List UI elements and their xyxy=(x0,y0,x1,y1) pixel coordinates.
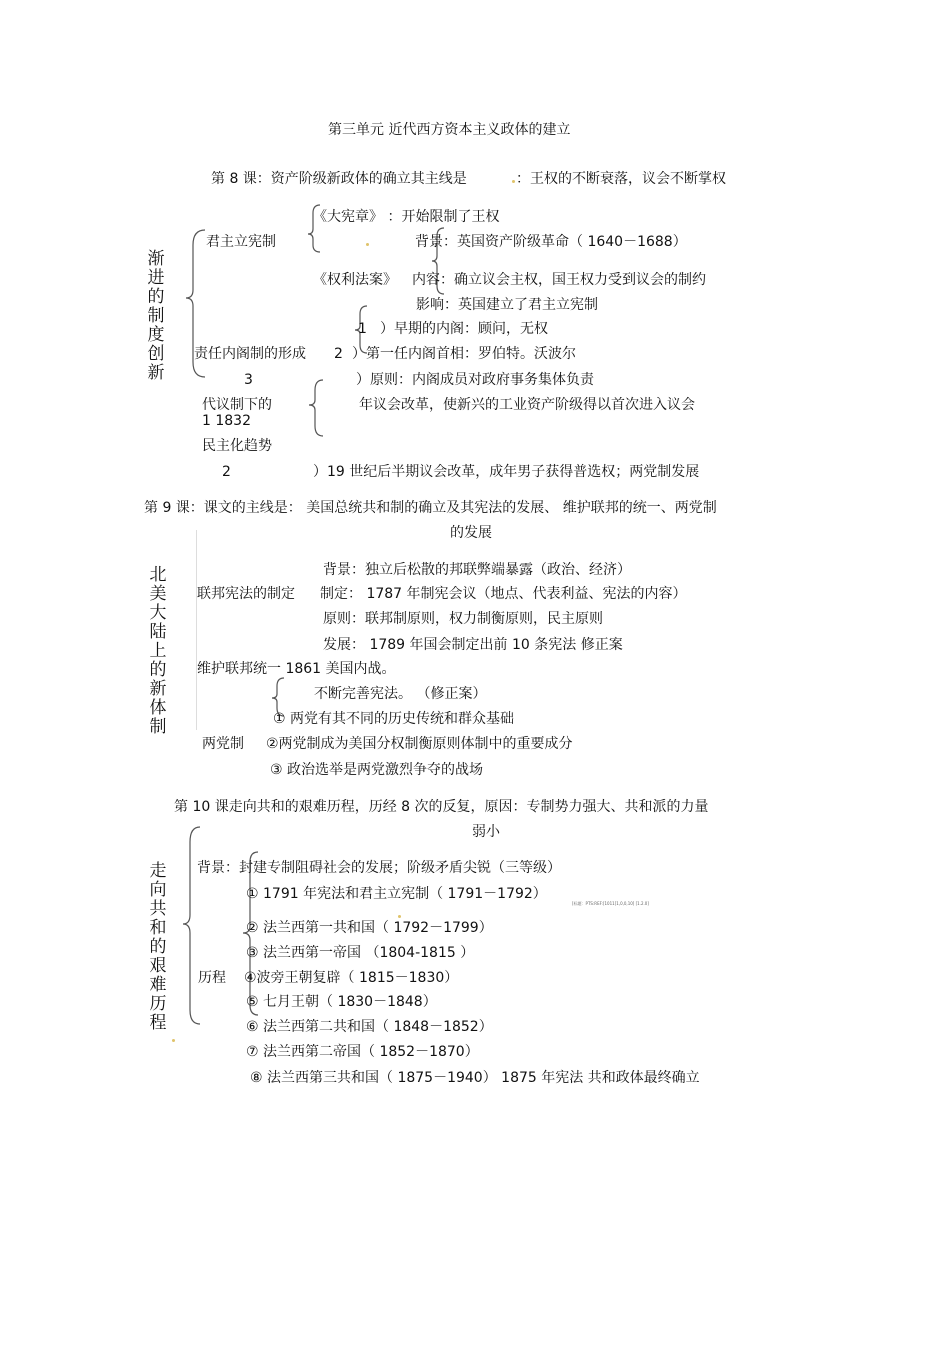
us-yuanze: 原则：联邦制原则，权力制衡原则，民主原则 xyxy=(323,611,603,627)
zeren-label: 责任内阁制的形成 xyxy=(194,346,306,362)
cabinet-point-1-text: ）早期的内阁：顾问，无权 xyxy=(380,321,548,337)
two-party-point-3: ③ 政治选举是两党激烈争夺的战场 xyxy=(270,762,484,778)
reform-1-year: 1 1832 xyxy=(202,413,251,429)
france-background: 背景：封建专制阻碍社会的发展；阶级矛盾尖锐（三等级） xyxy=(197,860,561,876)
cabinet-point-3-text: ）原则：内阁成员对政府事务集体负责 xyxy=(356,372,594,388)
lesson8-side-label: 渐进的制度创新 xyxy=(147,249,165,383)
lesson8-heading-left: 第 8 课：资产阶级新政体的确立其主线是 xyxy=(211,171,467,187)
france-item-5: ⑤ 七月王朝（ 1830－1848） xyxy=(246,994,437,1010)
france-item-8: ⑧ 法兰西第三共和国（ 1875－1940） 1875 年宪法 共和政体最终确立 xyxy=(250,1070,700,1086)
two-party-point-2: ②两党制成为美国分权制衡原则体制中的重要成分 xyxy=(266,736,573,752)
liangdang-label: 两党制 xyxy=(202,736,244,752)
reform-2-num: 2 xyxy=(222,464,231,480)
junzhu-label: 君主立宪制 xyxy=(206,234,276,250)
daiyi-label-b: 民主化趋势 xyxy=(202,438,272,454)
france-item-6: ⑥ 法兰西第二共和国（ 1848－1852） xyxy=(246,1019,493,1035)
lesson9-heading-line2: 的发展 xyxy=(450,525,492,541)
france-item-3: ③ 法兰西第一帝国 （1804-1815 ） xyxy=(246,945,475,961)
lesson9-heading-line1: 第 9 课：课文的主线是： 美国总统共和制的确立及其宪法的发展、 维护联邦的统一、两党制 xyxy=(144,500,717,516)
cabinet-point-1-num: 1 xyxy=(358,321,367,337)
reform-1-text: 年议会改革，使新兴的工业资产阶级得以首次进入议会 xyxy=(359,397,695,413)
beijing-text: 背景：英国资产阶级革命（ 1640－1688） xyxy=(415,234,687,250)
daxianzhang-text: 《大宪章》 ：开始限制了王权 xyxy=(313,209,500,225)
lianbang-label: 联邦宪法的制定 xyxy=(197,586,295,602)
weihu-text: 维护联邦统一 1861 美国内战。 xyxy=(197,661,396,677)
page-title: 第三单元 近代西方资本主义政体的建立 xyxy=(328,122,571,138)
cabinet-point-2-text: ）第一任内阁首相：罗伯特。沃波尔 xyxy=(352,346,576,362)
buduan-text: 不断完善宪法。 （修正案） xyxy=(314,686,487,702)
lesson10-heading-line2: 弱小 xyxy=(472,824,500,840)
us-fazhan: 发展： 1789 年国会制定出前 10 条宪法 修正案 xyxy=(323,637,623,653)
lesson8-heading-right: ：王权的不断衰落，议会不断掌权 xyxy=(516,171,726,187)
cabinet-point-3-num: 3 xyxy=(244,372,253,388)
yingxiang-text: 影响：英国建立了君主立宪制 xyxy=(416,297,598,313)
licheng-label: 历程 xyxy=(198,970,226,986)
lesson10-side-label: 走向共和的艰难历程 xyxy=(149,861,167,1033)
two-party-point-1: ① 两党有其不同的历史传统和群众基础 xyxy=(273,711,514,727)
quanli-label: 《权利法案》 xyxy=(313,272,397,288)
us-background: 背景：独立后松散的邦联弊端暴露（政治、经济） xyxy=(323,562,631,578)
cabinet-point-2-num: 2 xyxy=(334,346,343,362)
france-item-4: ④波旁王朝复辟（ 1815－1830） xyxy=(244,970,459,986)
reform-2-text: ）19 世纪后半期议会改革，成年男子获得普选权；两党制发展 xyxy=(313,464,700,480)
decorative-dot xyxy=(398,915,401,918)
france-item-1: ① 1791 年宪法和君主立宪制（ 1791－1792） xyxy=(246,886,547,902)
france-item-2: ② 法兰西第一共和国（ 1792－1799） xyxy=(246,920,493,936)
lesson10-heading-line1: 第 10 课走向共和的艰难历程，历经 8 次的反复，原因：专制势力强大、共和派的力量 xyxy=(174,799,709,815)
tiny-note: [标题：PTS:REF:[1011]1,0,0,10] [1.2.0] xyxy=(572,901,649,906)
us-zhiding: 制定： 1787 年制宪会议（地点、代表利益、宪法的内容） xyxy=(320,586,687,602)
france-item-7: ⑦ 法兰西第二帝国（ 1852－1870） xyxy=(246,1044,479,1060)
lesson9-side-label: 北美大陆上的新体制 xyxy=(149,565,167,737)
neirong-text: 内容：确立议会主权，国王权力受到议会的制约 xyxy=(412,272,706,288)
daiyi-label-a: 代议制下的 xyxy=(202,397,272,413)
